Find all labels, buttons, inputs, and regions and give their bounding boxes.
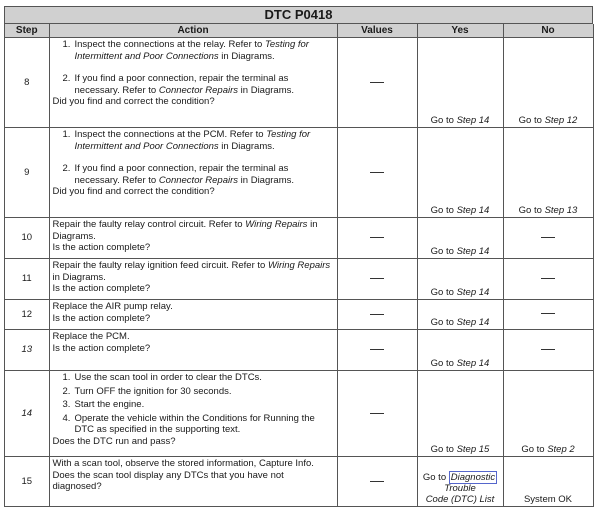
yes-cell	[417, 371, 503, 457]
step-number: 13	[5, 330, 49, 371]
no-step-link[interactable]: Step 13	[544, 204, 578, 216]
action-text: With a scan tool, observe the stored information, Capture Info.	[52, 458, 314, 469]
item-text: If you find a poor connection, repair the terminal as necessary. Refer to	[74, 163, 289, 186]
yes-step-link[interactable]: Step 14	[456, 114, 490, 126]
action-tail: in Diagrams.	[52, 271, 106, 283]
no-cell	[503, 371, 593, 457]
no-step-link[interactable]: Step 2	[547, 443, 575, 455]
dash-mark	[541, 349, 555, 350]
action-question: Did you find and correct the condition?	[52, 186, 215, 197]
goto-label: Go to	[430, 357, 454, 369]
action-question: Is the action complete?	[52, 242, 151, 253]
yes-cell	[417, 300, 503, 330]
action-cell	[49, 128, 337, 218]
item-number: 1.	[62, 129, 71, 140]
goto-label: Go to	[430, 245, 454, 257]
yes-cell	[417, 330, 503, 371]
dash-mark	[370, 172, 384, 173]
goto-label: Go to	[422, 471, 447, 483]
step-number: 14	[5, 371, 49, 457]
values-cell	[337, 457, 417, 507]
system-ok-text: System OK	[523, 493, 573, 505]
action-cell	[49, 300, 337, 330]
values-cell	[337, 38, 417, 128]
action-reference: Wiring Repairs	[267, 260, 331, 271]
item-reference: Connector Repairs	[158, 174, 239, 186]
step-row-11	[5, 259, 593, 300]
values-cell	[337, 128, 417, 218]
yes-step-link[interactable]: Step 15	[456, 443, 490, 455]
step-number: 9	[5, 128, 49, 218]
no-cell	[503, 330, 593, 371]
link-text-line2: Trouble	[444, 482, 476, 494]
values-cell	[337, 300, 417, 330]
yes-step-link[interactable]: Step 14	[456, 204, 490, 216]
item-tail: in Diagrams.	[218, 50, 275, 62]
yes-step-link[interactable]: Step 14	[456, 316, 490, 328]
action-text: Repair the faulty relay ignition feed circuit. Refer to	[52, 260, 268, 271]
action-text: Repair the faulty relay control circuit. Refer to	[52, 219, 246, 230]
item-reference: Testing for Intermittent and Poor Connections	[74, 129, 311, 152]
no-cell	[503, 128, 593, 218]
dash-mark	[370, 481, 384, 482]
action-question: Does the scan tool display any DTCs that you have not diagnosed?	[52, 469, 284, 492]
header-yes: Yes	[417, 24, 503, 38]
step-row-13	[5, 330, 593, 371]
item-text: Turn OFF the ignition for 30 seconds.	[74, 385, 232, 397]
goto-label: Go to	[430, 114, 454, 126]
diagnostic-link-text[interactable]: Diagnostic	[450, 471, 496, 483]
header-no: No	[503, 24, 593, 38]
step-number: 15	[5, 457, 49, 507]
dash-mark	[370, 349, 384, 350]
link-text-line3: Code (DTC) List	[425, 493, 495, 505]
item-reference: Connector Repairs	[158, 84, 239, 96]
step-row-9	[5, 128, 593, 218]
yes-cell	[417, 128, 503, 218]
item-number: 3.	[62, 399, 71, 410]
item-reference: Testing for Intermittent and Poor Connections	[74, 39, 309, 62]
action-question: Did you find and correct the condition?	[52, 96, 215, 107]
item-number: 4.	[62, 412, 71, 424]
action-question: Is the action complete?	[52, 312, 151, 324]
yes-cell	[417, 457, 503, 507]
header-values: Values	[337, 24, 417, 38]
dash-mark	[541, 313, 555, 314]
step-row-10	[5, 218, 593, 259]
goto-label: Go to	[430, 443, 454, 455]
item-number: 2.	[62, 163, 71, 174]
item-text: Operate the vehicle within the Conditions for Running the DTC as specified in the supporting text.	[74, 412, 315, 435]
action-cell	[49, 38, 337, 128]
goto-label: Go to	[430, 316, 454, 328]
goto-label: Go to	[518, 114, 542, 126]
yes-cell	[417, 38, 503, 128]
item-text: If you find a poor connection, repair the terminal as necessary. Refer to	[74, 73, 289, 96]
item-tail: in Diagrams.	[238, 174, 294, 186]
item-number: 2.	[62, 73, 71, 84]
dash-mark	[370, 278, 384, 279]
values-cell	[337, 259, 417, 300]
goto-label: Go to	[521, 443, 545, 455]
action-text: Replace the PCM.	[52, 331, 130, 342]
action-cell	[49, 330, 337, 371]
dtc-table-container	[4, 6, 593, 507]
yes-cell	[417, 259, 503, 300]
header-step: Step	[5, 24, 49, 38]
item-number: 1.	[62, 372, 71, 383]
dash-mark	[370, 413, 384, 414]
item-number: 1.	[62, 39, 71, 50]
action-reference: Wiring Repairs	[245, 219, 308, 230]
item-text: Use the scan tool in order to clear the DTCs.	[74, 372, 262, 383]
action-tail: in Diagrams.	[52, 219, 318, 242]
item-tail: in Diagrams.	[218, 140, 275, 152]
no-cell	[503, 300, 593, 330]
values-cell	[337, 330, 417, 371]
action-cell	[49, 371, 337, 457]
no-cell	[503, 218, 593, 259]
item-text: Start the engine.	[74, 399, 145, 410]
no-cell	[503, 457, 593, 507]
yes-cell	[417, 218, 503, 259]
step-row-8	[5, 38, 593, 128]
action-cell	[49, 457, 337, 507]
step-row-14	[5, 371, 593, 457]
header-row	[5, 24, 593, 38]
table-title: DTC P0418	[5, 7, 593, 24]
step-row-15	[5, 457, 593, 507]
dash-mark	[370, 82, 384, 83]
dash-mark	[370, 237, 384, 238]
yes-step-link[interactable]: Step 14	[456, 245, 490, 257]
yes-step-link[interactable]: Step 14	[456, 286, 490, 298]
step-number: 8	[5, 38, 49, 128]
item-text: Inspect the connections at the PCM. Refer to	[74, 129, 267, 140]
no-cell	[503, 38, 593, 128]
no-cell	[503, 259, 593, 300]
step-row-12	[5, 300, 593, 330]
diagnostic-table	[5, 24, 594, 507]
goto-label: Go to	[430, 286, 454, 298]
action-text: Replace the AIR pump relay.	[52, 301, 173, 312]
yes-step-link[interactable]: Step 14	[456, 357, 490, 369]
goto-label: Go to	[518, 204, 542, 216]
item-number: 2.	[62, 385, 71, 397]
dash-mark	[370, 314, 384, 315]
item-text: Inspect the connections at the relay. Refer to	[74, 39, 265, 50]
step-number: 12	[5, 300, 49, 330]
dash-mark	[541, 278, 555, 279]
action-cell	[49, 259, 337, 300]
step-number: 11	[5, 259, 49, 300]
no-step-link[interactable]: Step 12	[544, 114, 578, 126]
action-question: Is the action complete?	[52, 283, 151, 294]
action-question: Is the action complete?	[52, 342, 151, 354]
step-number: 10	[5, 218, 49, 259]
action-question: Does the DTC run and pass?	[52, 435, 176, 447]
header-action: Action	[49, 24, 337, 38]
item-tail: in Diagrams.	[238, 84, 294, 96]
dtc-list-link[interactable]	[423, 472, 497, 505]
values-cell	[337, 218, 417, 259]
values-cell	[337, 371, 417, 457]
dash-mark	[541, 237, 555, 238]
action-cell	[49, 218, 337, 259]
goto-label: Go to	[430, 204, 454, 216]
